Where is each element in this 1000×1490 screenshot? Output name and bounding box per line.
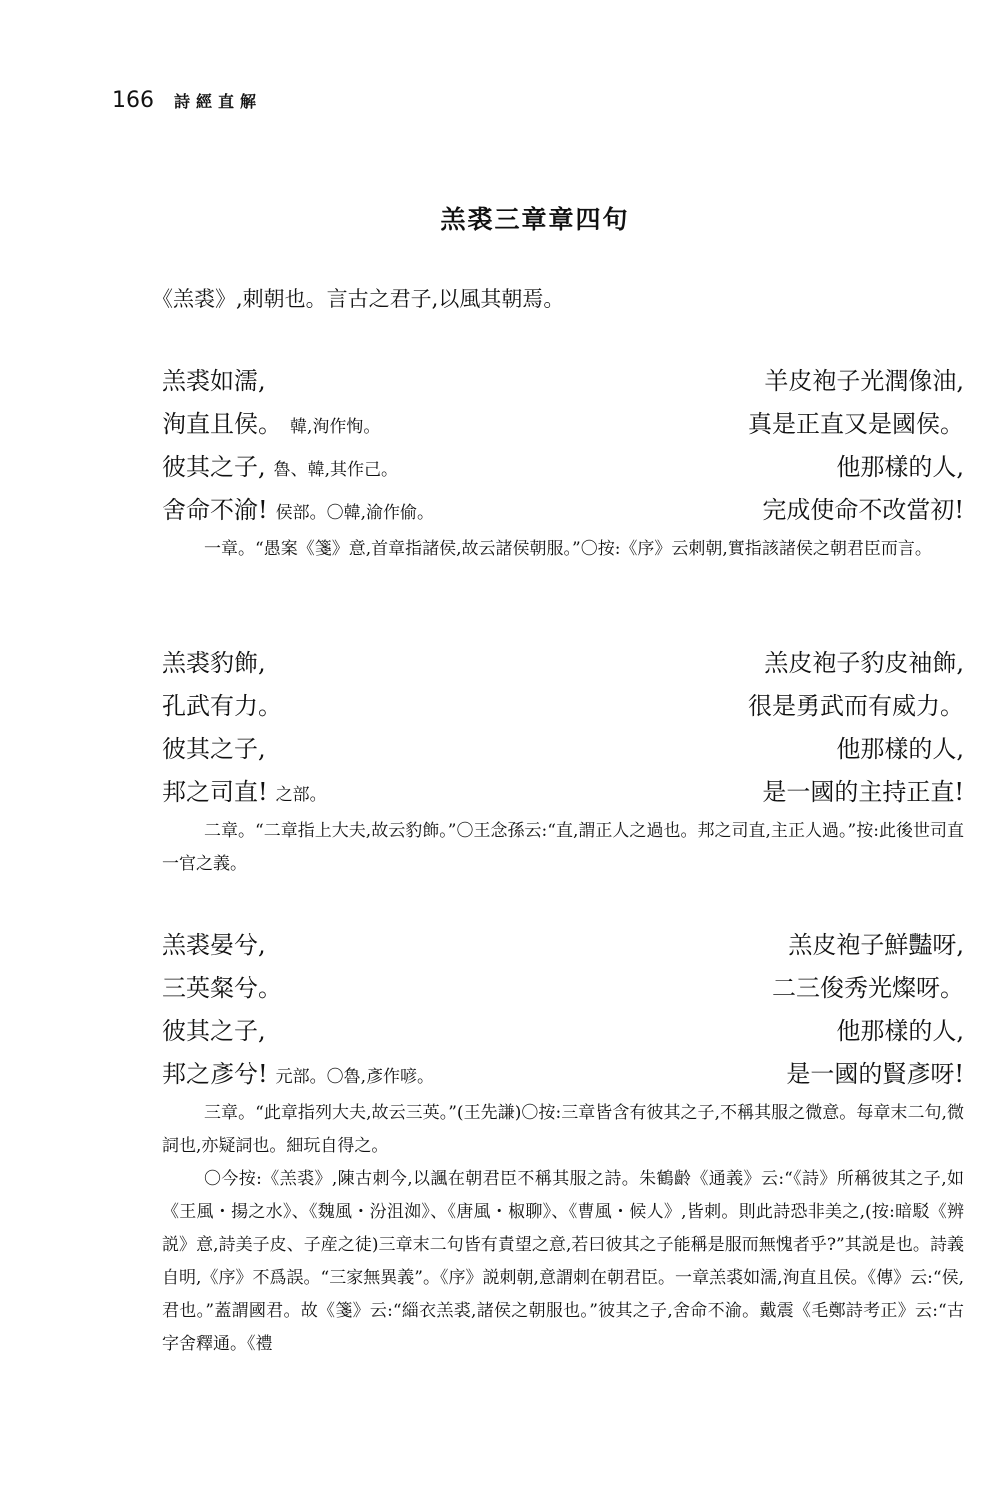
- verse-line: [162, 643, 964, 686]
- textual-note: 之部。: [275, 785, 327, 805]
- original-text: [162, 361, 274, 396]
- translation-line: 是一國的主持正直!: [762, 778, 964, 806]
- original-text: [162, 490, 434, 525]
- original-line: 邦之彥兮!: [162, 1060, 268, 1088]
- translation-line: 羊皮袍子光潤像油,: [764, 367, 964, 395]
- stanza-1: [162, 361, 964, 533]
- original-line: 三英粲兮。: [162, 974, 282, 1002]
- verse-line: [162, 1011, 964, 1054]
- verse-line: [162, 404, 964, 447]
- original-text: [162, 968, 290, 1003]
- textual-note: 侯部。〇韓,渝作偷。: [275, 503, 435, 523]
- original-line: 彼其之子,: [162, 453, 266, 481]
- verse-line: [162, 729, 964, 772]
- verse-line: [162, 1054, 964, 1097]
- original-line: 羔裘晏兮,: [162, 931, 266, 959]
- commentary-1: [162, 533, 964, 566]
- original-line: 彼其之子,: [162, 1017, 266, 1045]
- final-note: 〇今按:《羔裘》,陳古刺今,以諷在朝君臣不稱其服之詩。朱鶴齡《通義》云:“《詩》所稱彼其之子,如《王風・揚之水》、《魏風・汾沮洳》、《唐風・椒聊》、《曹風・候人》,皆刺。則此詩恐非美之,(按:暗駁《辨説》意,詩美子皮、子産之徒)三章末二句皆有責望之意,若曰彼其之子能稱是服而無愧者乎?”其説是也。詩義自明,《序》不爲誤。“三家無異義”。《序》説刺朝,意謂刺在朝君臣。一章羔裘如濡,洵直且侯。《傳》云:“侯,君也。”蓋謂國君。故《箋》云:“緇衣羔裘,諸侯之朝服也。”彼其之子,舍命不渝。戴震《毛鄭詩考正》云:“古字舍釋通。《禮: [162, 1169, 964, 1354]
- original-line: 邦之司直!: [162, 778, 268, 806]
- original-text: [162, 729, 274, 764]
- stanza-2: [162, 643, 964, 815]
- original-line: 羔裘豹飾,: [162, 649, 266, 677]
- page-number: 166: [112, 88, 154, 113]
- original-text: [162, 686, 290, 721]
- commentary-paragraph: 一章。“愚案《箋》意,首章指諸侯,故云諸侯朝服。”〇按:《序》云刺朝,實指該諸侯之朝君臣而言。: [204, 539, 932, 559]
- preface: 《羔裘》,刺朝也。言古之君子,以風其朝焉。: [152, 287, 565, 311]
- stanza-3: [162, 925, 964, 1097]
- translation-line: 他那樣的人,: [836, 1017, 964, 1045]
- translation-line: 羔皮袍子豹皮袖飾,: [764, 649, 964, 677]
- verse-line: [162, 968, 964, 1011]
- commentary-2: [162, 815, 964, 881]
- textual-note: 元部。〇魯,彥作喭。: [275, 1067, 435, 1087]
- translation-line: 他那樣的人,: [836, 735, 964, 763]
- original-text: [162, 1011, 274, 1046]
- verse-line: [162, 925, 964, 968]
- commentary-3: [162, 1097, 964, 1361]
- verse-line: [162, 490, 964, 533]
- translation-line: 是一國的賢彥呀!: [786, 1060, 964, 1088]
- running-header: [112, 88, 262, 118]
- verse-line: [162, 361, 964, 404]
- translation-line: 二三俊秀光燦呀。: [772, 974, 964, 1002]
- commentary-paragraph: 三章。“此章指列大夫,故云三英。”(王先謙)〇按:三章皆含有彼其之子,不稱其服之微意。每章末二句,微詞也,亦疑詞也。細玩自得之。: [162, 1103, 964, 1156]
- original-line: 羔裘如濡,: [162, 367, 266, 395]
- original-text: [162, 404, 380, 439]
- original-text: [162, 925, 274, 960]
- book-title: 詩經直解: [174, 92, 263, 111]
- original-line: 孔武有力。: [162, 692, 282, 720]
- translation-line: 羔皮袍子鮮豔呀,: [788, 931, 964, 959]
- textual-note: 魯、韓,其作己。: [273, 460, 399, 480]
- original-line: 舍命不渝!: [162, 496, 268, 524]
- translation-line: 很是勇武而有威力。: [748, 692, 964, 720]
- translation-line: 完成使命不改當初!: [762, 496, 964, 524]
- original-text: [162, 447, 398, 482]
- original-text: [162, 1054, 434, 1089]
- original-line: 彼其之子,: [162, 735, 266, 763]
- original-text: [162, 772, 327, 807]
- verse-line: [162, 447, 964, 490]
- commentary-paragraph: 二章。“二章指上大夫,故云豹飾。”〇王念孫云:“直,謂正人之過也。邦之司直,主正人過。”按:此後世司直一官之義。: [162, 821, 964, 874]
- translation-line: 他那樣的人,: [836, 453, 964, 481]
- verse-line: [162, 772, 964, 815]
- translation-line: 真是正直又是國侯。: [748, 410, 964, 438]
- original-text: [162, 643, 274, 678]
- verse-line: [162, 686, 964, 729]
- original-line: 洵直且侯。: [162, 410, 282, 438]
- textual-note: 韓,洵作恂。: [290, 417, 381, 437]
- chapter-title: 羔裘三章章四句: [440, 205, 630, 234]
